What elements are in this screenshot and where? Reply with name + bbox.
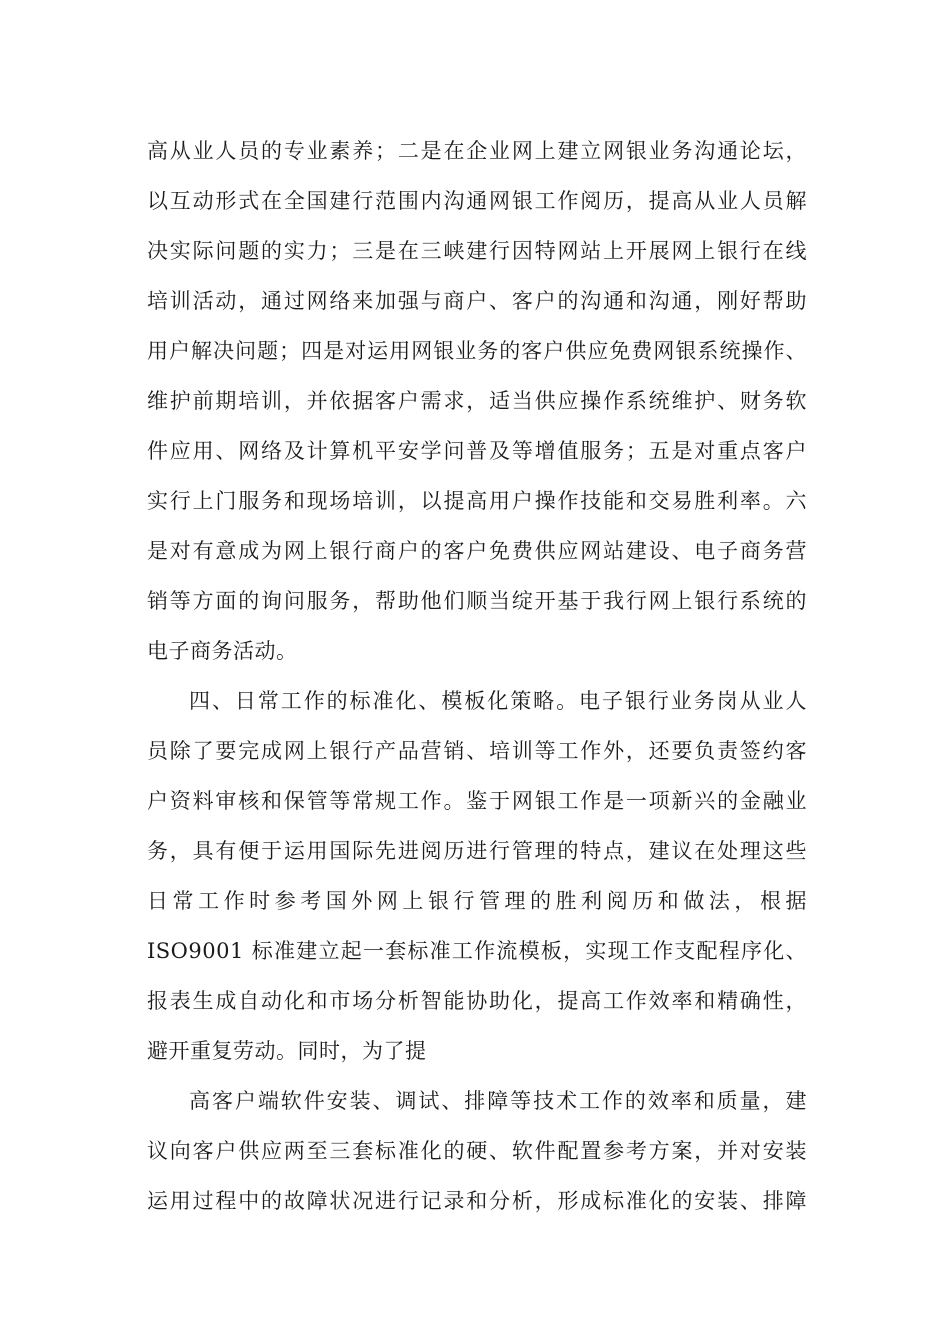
text-line: 议向客户供应两至三套标准化的硬、软件配置参考方案，并对安装 — [147, 1139, 807, 1163]
text-line: 维护前期培训，并依据客户需求，适当供应操作系统维护、财务软 — [147, 389, 807, 413]
text-line: 用户解决问题；四是对运用网银业务的客户供应免费网银系统操作、 — [147, 339, 807, 363]
text-line: 是对有意成为网上银行商户的客户免费供应网站建设、电子商务营 — [147, 539, 807, 563]
text-line: 务，具有便于运用国际先进阅历进行管理的特点，建议在处理这些 — [147, 839, 807, 863]
text-line: ISO9001 标准建立起一套标准工作流模板，实现工作支配程序化、 — [147, 939, 807, 963]
text-line: 电子商务活动。 — [147, 639, 298, 663]
text-line: 以互动形式在全国建行范围内沟通网银工作阅历，提高从业人员解 — [147, 189, 807, 213]
text-line: 销等方面的询问服务，帮助他们顺当绽开基于我行网上银行系统的 — [147, 589, 807, 613]
text-line: 培训活动，通过网络来加强与商户、客户的沟通和沟通，刚好帮助 — [147, 289, 807, 313]
text-line: 日常工作时参考国外网上银行管理的胜利阅历和做法，根据 — [147, 889, 807, 913]
text-line: 高从业人员的专业素养；二是在企业网上建立网银业务沟通论坛， — [147, 139, 807, 163]
paragraph-start-line: 高客户端软件安装、调试、排障等技术工作的效率和质量，建 — [189, 1089, 807, 1113]
paragraph-start-line: 四、日常工作的标准化、模板化策略。电子银行业务岗从业人 — [189, 689, 807, 713]
text-line: 决实际问题的实力；三是在三峡建行因特网站上开展网上银行在线 — [147, 239, 807, 263]
text-line: 运用过程中的故障状况进行记录和分析，形成标准化的安装、排障 — [147, 1189, 807, 1213]
text-line: 实行上门服务和现场培训，以提高用户操作技能和交易胜利率。六 — [147, 489, 807, 513]
text-line: 件应用、网络及计算机平安学问普及等增值服务；五是对重点客户 — [147, 439, 807, 463]
text-line: 员除了要完成网上银行产品营销、培训等工作外，还要负责签约客 — [147, 739, 807, 763]
text-line: 避开重复劳动。同时，为了提 — [147, 1039, 427, 1063]
text-line: 报表生成自动化和市场分析智能协助化，提高工作效率和精确性， — [147, 989, 807, 1013]
text-line: 户资料审核和保管等常规工作。鉴于网银工作是一项新兴的金融业 — [147, 789, 807, 813]
